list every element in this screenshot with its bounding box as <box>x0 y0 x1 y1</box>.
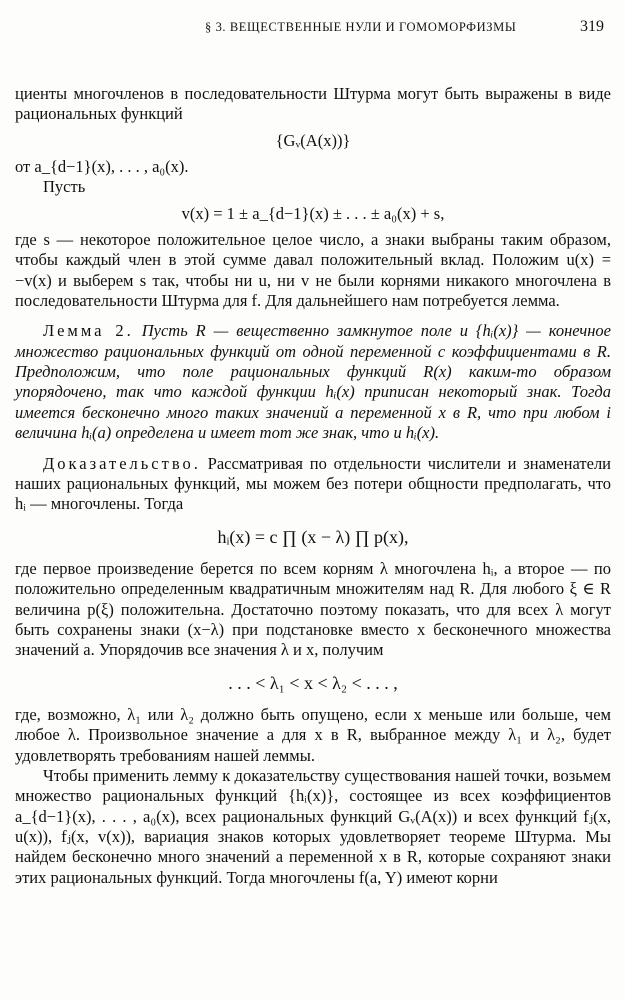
formula-g-set: {Gᵥ(A(x))} <box>275 130 351 150</box>
proof-label: Доказательство. <box>43 453 201 473</box>
paragraph-sturm-coefficients: циенты многочленов в последовательности Штурма могут быть выражены в виде рациональных функций <box>15 84 611 124</box>
formula-h-product: hᵢ(x) = c ∏ (x − λ) ∏ p(x), <box>217 526 409 547</box>
proof-paragraph <box>15 454 611 515</box>
page-number: 319 <box>580 18 604 35</box>
spacer <box>15 444 611 454</box>
paragraph-let: Пусть <box>43 177 86 197</box>
lemma-label: Лемма 2. <box>43 321 134 341</box>
paragraph-first-product: где первое произведение берется по всем корням λ многочлена hᵢ, а второе — по положительно определенным квадратичным множителям над R. Для любого ξ ∈ R величина p(ξ) положительна. Достаточно поэтому показать, что для всех λ могут быть сохранены знаки (x−λ) при подстановке вместо x бесконечного множества значений a. Упорядочив все значения λ и x, получим <box>15 558 611 660</box>
lemma-2 <box>15 321 611 443</box>
running-head: § 3. ВЕЩЕСТВЕННЫЕ НУЛИ И ГОМОМОРФИЗМЫ <box>205 20 517 34</box>
proof-text: Рассматривая по отдельности числители и знаменатели наших рациональных функций, мы можем без потери общности предполагать, что hᵢ — многочлены. Тогда <box>15 453 612 514</box>
paragraph-from-coefficients: от a_{d−1}(x), . . . , a₀(x). <box>15 157 189 177</box>
page-header <box>0 18 625 38</box>
lemma-statement: Пусть R — вещественно замкнутое поле и {hᵢ(x)} — конечное множество рациональных функций от одной переменной с коэффициентами в R. Предположим, что поле рациональных функций R(x) каким-то образом упорядочено, так что каждой функции hᵢ(x) приписан некоторый знак. Тогда имеется бесконечно много таких значений a переменной x в R, что при любом i величина hᵢ(a) определена и имеет тот же знак, что и hᵢ(x). <box>15 321 612 443</box>
paragraph-s-definition: где s — некоторое положительное целое число, а знаки выбраны таким образом, чтобы каждый член в этой сумме давал положительный вклад. Положим u(x) = −v(x) и выберем s так, чтобы ни u, ни v не были корнями никакого многочлена в последовательности Штурма для f. Для дальнейшего нам потребуется лемма. <box>15 230 611 311</box>
spacer <box>15 311 611 321</box>
formula-ordering: . . . < λ₁ < x < λ₂ < . . . , <box>228 672 398 693</box>
formula-v-definition: v(x) = 1 ± a_{d−1}(x) ± . . . ± a₀(x) + s, <box>181 203 445 223</box>
paragraph-lambda-omitted: где, возможно, λ₁ или λ₂ должно быть опущено, если x меньше или больше, чем любое λ. Произвольное значение a для x в R, выбранное между λ₁ и λ₂, будет удовлетворять требованиям нашей леммы. <box>15 704 611 765</box>
page-body <box>15 84 611 888</box>
paragraph-apply-lemma: Чтобы применить лемму к доказательству существования нашей точки, возьмем множество рациональных функций {hᵢ(x)}, состоящее из всех коэффициентов a_{d−1}(x), . . . , a₀(x), всех рациональных функций Gᵥ(A(x)) и всех функций fⱼ(x, u(x)), fⱼ(x, v(x)), вариация знаков которых удовлетворяет теореме Штурма. Мы найдем бесконечно много значений a переменной x в R, которые сохраняют знаки этих рациональных функций. Тогда многочлены f(a, Y) имеют корни <box>15 765 611 887</box>
